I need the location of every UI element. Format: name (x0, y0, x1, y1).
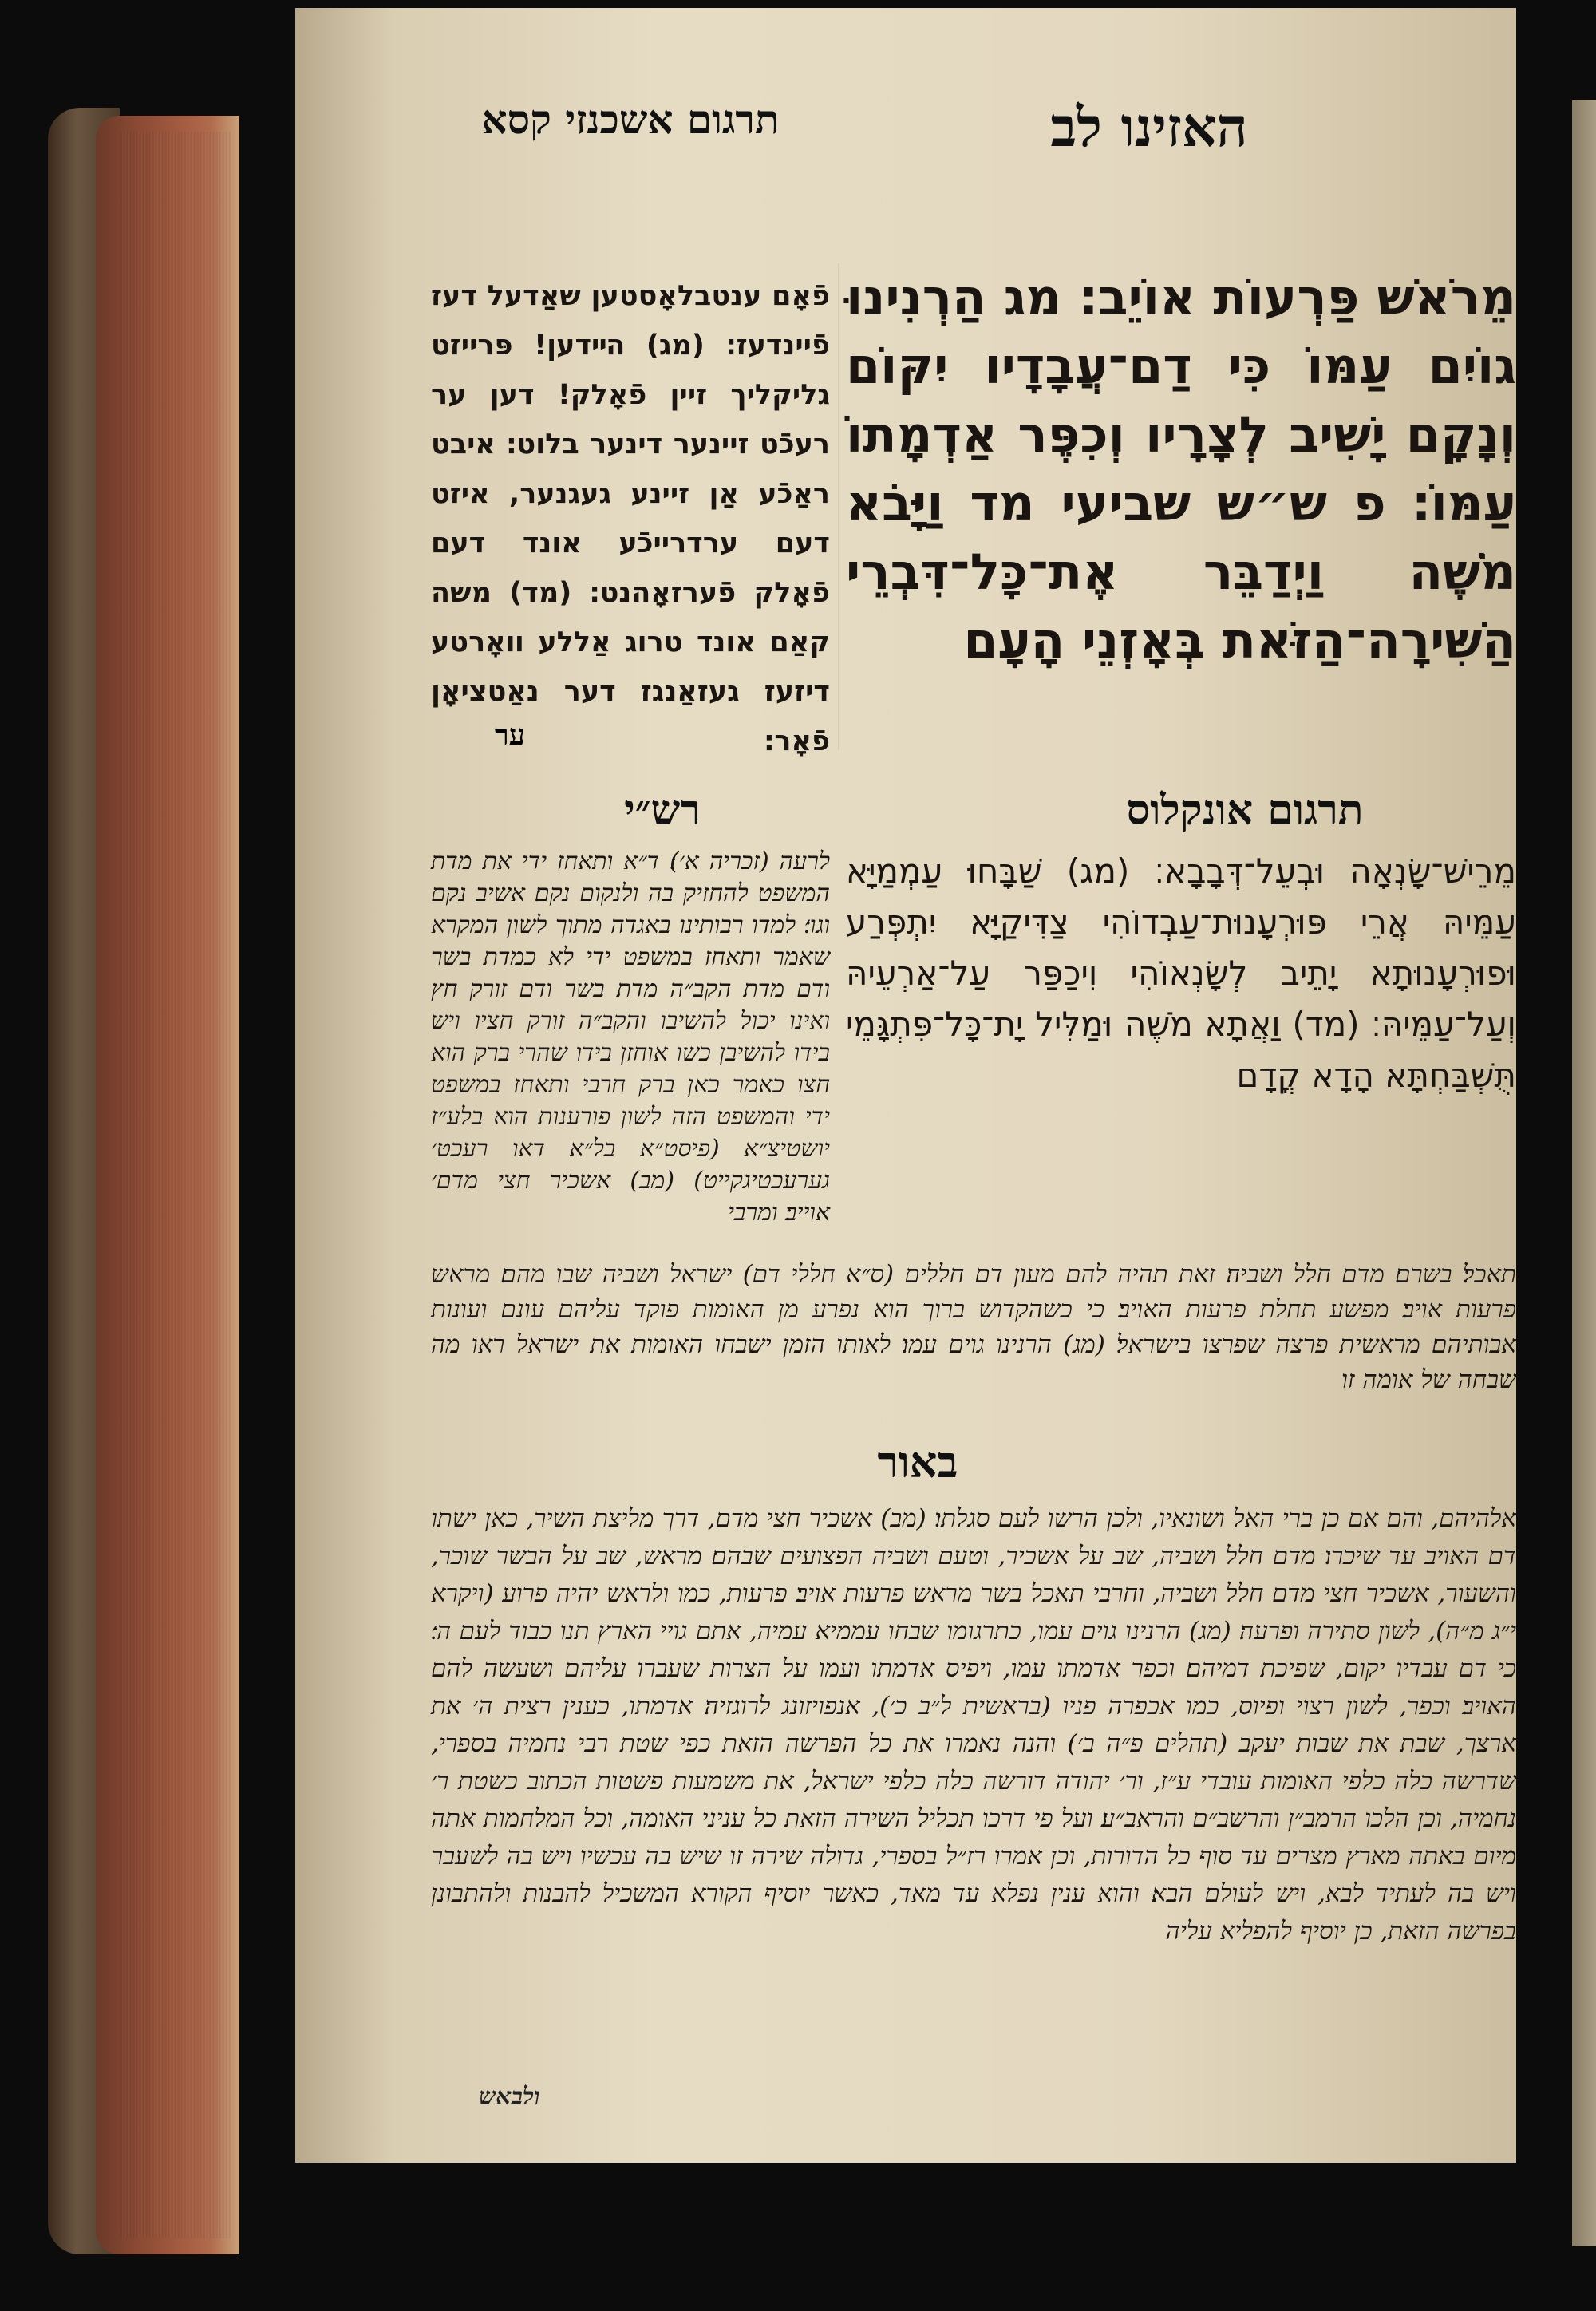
page-edge-texture (120, 132, 231, 2238)
yiddish-translation: פֿאָם ענטבלאָסטען שאַדעל דעז פֿיינדעז׃ (מג) הײדען! פּרייזט גליקליך זיין פֿאָלק! דען ער רעכֿט זיינער דינער בלוט׃ איבט ראַכֿע אַן זיינע געגנער, איזט דעם ערדרייכֿע אונד דעם פֿאָלק פֿערזאָהנט׃ (מד) משה קאַם אונד טרוג אַללע װאָרטע דיזעז געזאַנגז דער נאַטציאָן פֿאָר׃ (431, 280, 830, 757)
verse-text: מֵרֹאשׁ פַּרְעוֹת אוֹיֵב׃ מג הַרְנִינוּ גוֹיִם עַמּוֹ כִּי דַם־עֲבָדָיו יִקּוֹם וְנָקָם יָשִׁיב לְצָרָיו וְכִפֶּר אַדְמָתוֹ עַמּוֹ׃ פ ש״ש שביעי מד וַיָּבֹא מֹשֶׁה וַיְדַבֵּר אֶת־כָּל־דִּבְרֵי הַשִּׁירָה־הַזֹּאת בְּאָזְנֵי הָעָם (846, 268, 1516, 670)
running-header-right: האזינו לב (1050, 96, 1248, 160)
rashi-text: לרעה (זכריה א׳)׃ ד״א ותאחז ידי את מדת המשפט להחזיק בה ולנקום נקם׃ אשיב נקם וגו׳׃ למדו רבותינו באגדה מתוך לשון המקרא שאמר ותאחז במשפט ידי לא כמדת בשר ודם מדת הקב״ה מדת בשר ודם זורק חץ ואינו יכול להשיבו והקב״ה זורק חציו ויש בידו להשיבן כשו אוחזן בידו שהרי ברק הוא חצו כאמר כאן ברק חרבי ותאחז במשפט ידי והמשפט הזה לשון פורענות הוא בלע״ז יושטיצ״א (פיסט״א בל״א דאו רעכט׳ גערעכטיגקייט) (מב) אשכיר חצי מדם׳ אוייב׃ ומרבי (431, 847, 830, 1227)
onkelos-title: תרגום אונקלוס (1126, 786, 1364, 835)
column-divider (838, 263, 839, 750)
biur-text: אלהיהם, והם אם כן ברי האל ושונאיו, ולכן הרשו לעם סגלתו׃ (מב) אשכיר חצי מדם, דרך מליצת השיר, כאן ישתו דם האויב עד שיכרו׃ מדם חלל ושביה, שב על אשכיר, וטעם ושביה הפצועים שבהם׃ מראש, שב על הבשר שוכר, והשעור, אשכיר חצי מדם חלל ושביה, וחרבי תאכל בשר מראש פרעות אויב׃ פרעות, כמו ולראש יהיה פרוע (ויקרא י״ג מ״ה), לשון סתירה ופרעה׃ (מג) הרנינו גוים עמו, כתרגומו שבחו עממיא עמיה, אתם גויי הארץ תנו כבוד לעם ה׳׃ כי דם עבדיו יקום, שפיכת דמיהם׃ וכפר אדמתו עמו, ויפיס אדמתו ועמו על הצרות שעברו עליהם ושעשה להם האויב׃ וכפר, לשון רצוי ופיוס, כמו אכפרה פניו (בראשית ל״ב כ׳), אנפויזונג לרוגזיה׃ אדמתו, כענין רצית ה׳ את ארצך, שבת את שבות יעקב (תהלים פ״ה ב׳)׃ והנה נאמרו את כל הפרשה הזאת כפי שטת רבי נחמיה בספרי, שדרשה כלה כלפי האומות עובדי ע״ז, ור׳ יהודה דורשה כלה כלפי ישראל, את משמעות פשטות הכתוב כשטת ר׳ נחמיה, וכן הלכו הרמב״ן והרשב״ם והראב״ע׃ ועל פי דרכו תכליל השירה הזאת כל עניני האומה, וכל המלחמות אתה מיום באתה מארץ מצרים עד סוף כל הדורות, וכן אמרו רז״ל בספרי, גדולה שירה זו שיש בה עכשיו ויש בה לשעבר ויש בה לעתיד לבא, ויש לעולם הבא׃ והוא ענין נפלא עד מאד, כאשר יוסיף הקורא המשכיל להבנות ולהתבונן בפרשה הזאת, כן יוסיף להפליא עליה (431, 1504, 1516, 1946)
rashi-continuation: תאכל׃ בשרם׃ מדם חלל ושביה׃ זאת תהיה להם מעון דם חללים (ס״א חללי דם) ישראל ושביה שבו מהם׃ מראש פרעות אויב׃ מפשע תחלת פרעות האויב׃ כי כשהקדוש ברוך הוא נפרע מן האומות פוקד עליהם עונם ועונות אבותיהם׃ מראשית פרצה שפרצו בישראל׃ (מג) הרנינו גוים עמו׃ לאותו הזמן ישבחו האומות את ישראל ראו מה שבחה של אומה זו (431, 1260, 1516, 1394)
onkelos-text: מֵרֵישׁ־שָׂנְאָה וּבְעֵל־דְּבָבָא׃ (מג) שַׁבָּחוּ עַמְמַיָּא עַמֵּיהּ אֲרֵי פּוּרְעָנוּת־עַבְדוֹהִי צַדִּיקַיָּא יִתְפְּרַע וּפוּרְעָנוּתָא יָתֵיב לְשָׂנְאוֹהִי וִיכַפַּר עַל־אַרְעֵיהּ וְעַל־עַמֵּיהּ׃ (מד) וַאֲתָא מֹשֶׁה וּמַלִּיל יָת־כָּל־פִּתְגָּמֵי תֻּשְׁבַּחְתָּא הָדָא קֳדָם (846, 851, 1516, 1095)
biur-catchword: ולבאש (479, 2083, 540, 2111)
facing-page-edge (1572, 100, 1596, 2246)
yiddish-catchword: ער (495, 718, 526, 752)
biur-title: באור (877, 1436, 958, 1487)
rashi-title: רש״י (624, 786, 701, 835)
running-header-left: תרגום אשכנזי קסא (481, 96, 780, 143)
